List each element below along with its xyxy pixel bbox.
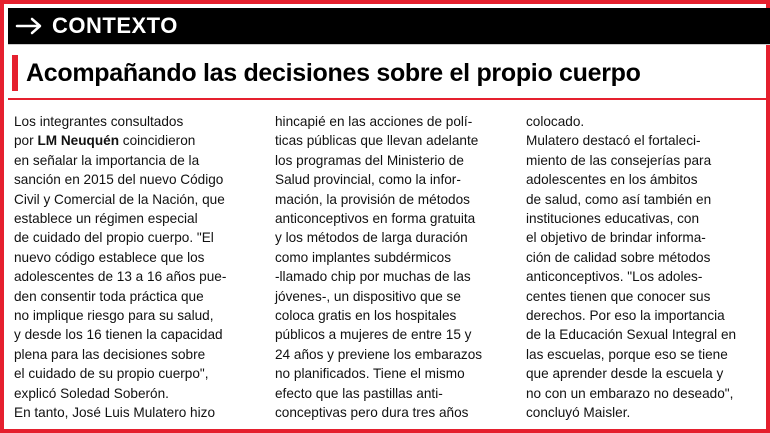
text-line: -llamado chip por muchas de las — [275, 269, 471, 285]
text-line: anticonceptivos. "Los adoles- — [526, 269, 703, 285]
text-line: explicó Soledad Soberón. — [14, 385, 169, 401]
text-line: el objetivo de brindar informa- — [526, 230, 706, 246]
text-line: y desde los 16 tienen la capacidad — [14, 327, 223, 343]
text-line: concluyó Maisler. — [526, 405, 631, 421]
text-line — [14, 131, 262, 150]
text-line: jóvenes-, un dispositivo que se — [275, 288, 461, 304]
text-line: 24 años y previene los embarazos — [275, 346, 483, 362]
text-line: Civil y Comercial de la Nación, que — [14, 191, 225, 207]
text-line: que aprender desde la escuela y — [526, 366, 724, 382]
right-arrow-icon — [8, 8, 52, 44]
text-line: de cuidado del propio cuerpo. "El — [14, 230, 214, 246]
text-line: derechos. Por eso la importancia — [526, 308, 725, 324]
text-line: En tanto, José Luis Mulatero hizo — [14, 405, 215, 421]
text-line: y los métodos de larga duración — [275, 230, 468, 246]
text-line: efecto que las pastillas anti- — [275, 385, 443, 401]
text-line: los programas del Ministerio de — [275, 152, 464, 168]
text-line: instituciones educativas, con — [526, 211, 700, 227]
text-fragment: por — [14, 133, 38, 149]
newspaper-name: LM Neuquén — [37, 133, 119, 149]
section-tag-label: CONTEXTO — [52, 13, 178, 38]
text-fragment: coincidieron — [119, 133, 196, 149]
text-line: anticonceptivos en forma gratuita — [275, 211, 476, 227]
text-line: no con un embarazo no deseado", — [526, 385, 734, 401]
text-line: el cuidado de su propio cuerpo", — [14, 366, 209, 382]
text-line: Los integrantes consultados — [14, 114, 184, 129]
text-line: conceptivas pero dura tres años — [275, 405, 469, 421]
headline-bar — [8, 52, 770, 94]
text-line: no planificados. Tiene el mismo — [275, 366, 465, 382]
text-line: Salud provincial, como la infor- — [275, 172, 461, 188]
text-line: establece un régimen especial — [14, 211, 198, 227]
headline: Acompañando las decisiones sobre el propio cuerpo — [26, 58, 641, 87]
text-line: en señalar la importancia de la — [14, 152, 200, 168]
text-line: den consentir toda práctica que — [14, 288, 204, 304]
headline-accent — [12, 55, 18, 91]
text-line: miento de las consejerías para — [526, 152, 712, 168]
text-column-3 — [526, 112, 762, 423]
text-column-1 — [14, 112, 262, 423]
text-line: ción de calidad sobre métodos — [526, 249, 711, 265]
text-line: de salud, como así también en — [526, 191, 712, 207]
text-line: sanción en 2015 del nuevo Código — [14, 172, 224, 188]
text-line: adolescentes en los ámbitos — [526, 172, 698, 188]
text-line: como implantes subdérmicos — [275, 249, 452, 265]
text-line: centes tienen que conocer sus — [526, 288, 711, 304]
text-line: coloca gratis en los hospitales — [275, 308, 457, 324]
text-line: no implique riesgo para su salud, — [14, 308, 214, 324]
text-line: nuevo código establece que los — [14, 249, 205, 265]
text-line: públicos a mujeres de entre 15 y — [275, 327, 472, 343]
divider — [8, 44, 770, 45]
text-line: adolescentes de 13 a 16 años pue- — [14, 269, 227, 285]
text-line: las escuelas, porque eso se tiene — [526, 346, 728, 362]
section-tag — [8, 8, 770, 44]
text-line: Mulatero destacó el fortaleci- — [526, 133, 701, 149]
text-line: colocado. — [526, 114, 585, 129]
text-column-2 — [275, 112, 519, 423]
text-line: de la Educación Sexual Integral en — [526, 327, 737, 343]
text-line: plena para las decisiones sobre — [14, 346, 206, 362]
text-line: ticas públicas que llevan adelante — [275, 133, 479, 149]
text-line: hincapié en las acciones de polí- — [275, 114, 473, 129]
text-line: mación, la provisión de métodos — [275, 191, 470, 207]
headline-underline — [8, 98, 770, 100]
